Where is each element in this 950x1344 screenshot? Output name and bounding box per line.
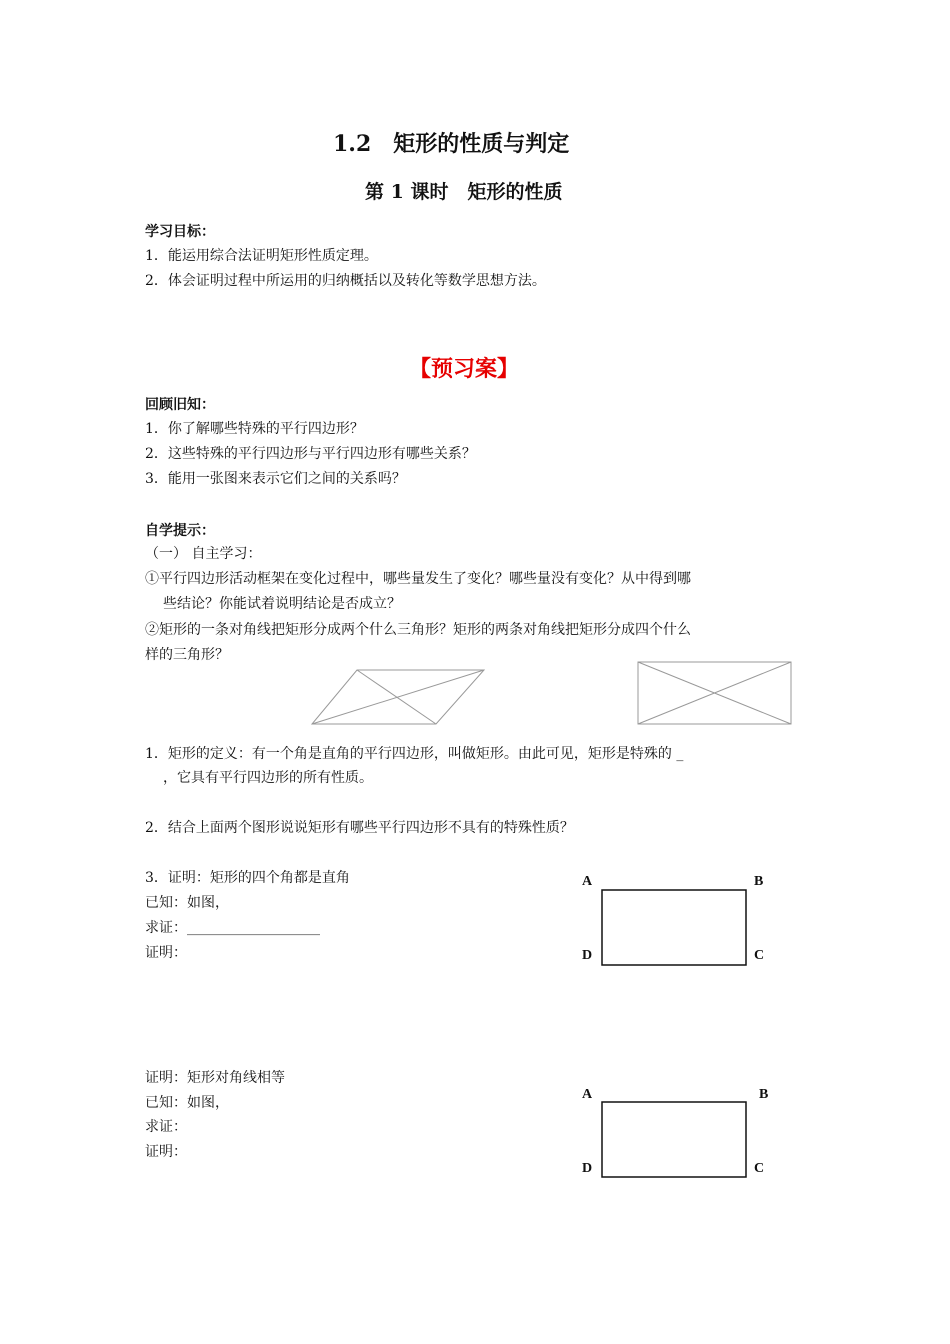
question-1-line-1: ①平行四边形活动框架在变化过程中，哪些量发生了变化？哪些量没有变化？从中得到哪 bbox=[145, 571, 691, 587]
review-item-3: 3．能用一张图来表示它们之间的关系吗？ bbox=[145, 471, 406, 487]
page-title: 1.2 矩形的性质与判定 bbox=[333, 131, 570, 157]
definition-line-1: 1．矩形的定义：有一个角是直角的平行四边形，叫做矩形。由此可见，矩形是特殊的 _ bbox=[145, 746, 684, 762]
proof-1-given: 已知：如图， bbox=[145, 895, 229, 911]
label-c: C bbox=[754, 948, 765, 963]
review-item-1: 1．你了解哪些特殊的平行四边形？ bbox=[145, 421, 364, 437]
label-a: A bbox=[582, 874, 593, 889]
goal-item-2: 2．体会证明过程中所运用的归纳概括以及转化等数学思想方法。 bbox=[145, 273, 546, 289]
proof-2-title: 证明：矩形对角线相等 bbox=[145, 1070, 285, 1086]
rectangle-diagonals-figure bbox=[637, 661, 793, 727]
review-heading: 回顾旧知： bbox=[145, 397, 215, 413]
label-d: D bbox=[582, 948, 593, 963]
question-1-line-2: 些结论？你能试着说明结论是否成立？ bbox=[163, 596, 401, 612]
preview-heading: 【预习案】 bbox=[409, 356, 520, 382]
self-study-sub: （一） 自主学习： bbox=[145, 546, 262, 562]
label-c-2: C bbox=[754, 1161, 765, 1176]
rectangle-figure-2 bbox=[601, 1101, 749, 1181]
rectangle-figure-1 bbox=[601, 889, 749, 969]
proof-2-prove: 求证： bbox=[145, 1119, 187, 1135]
page-subtitle: 第 1 课时 矩形的性质 bbox=[365, 181, 563, 203]
proof-1-proof: 证明： bbox=[145, 945, 187, 961]
label-b: B bbox=[754, 874, 764, 889]
review-item-2: 2．这些特殊的平行四边形与平行四边形有哪些关系？ bbox=[145, 446, 476, 462]
definition-line-2: ，它具有平行四边形的所有性质。 bbox=[163, 770, 373, 786]
proof-1-title: 3．证明：矩形的四个角都是直角 bbox=[145, 870, 350, 886]
label-a-2: A bbox=[582, 1087, 593, 1102]
goal-item-1: 1．能运用综合法证明矩形性质定理。 bbox=[145, 248, 378, 264]
question-special-properties: 2．结合上面两个图形说说矩形有哪些平行四边形不具有的特殊性质？ bbox=[145, 820, 574, 836]
question-2-line-2: 样的三角形？ bbox=[145, 647, 229, 663]
proof-2-proof: 证明： bbox=[145, 1144, 187, 1160]
self-study-heading: 自学提示： bbox=[145, 523, 215, 539]
proof-1-prove: 求证：___________________ bbox=[145, 920, 320, 936]
label-b-2: B bbox=[759, 1087, 769, 1102]
parallelogram-figure bbox=[310, 668, 486, 728]
question-2-line-1: ②矩形的一条对角线把矩形分成两个什么三角形？矩形的两条对角线把矩形分成四个什么 bbox=[145, 622, 691, 638]
label-d-2: D bbox=[582, 1161, 593, 1176]
proof-2-given: 已知：如图， bbox=[145, 1095, 229, 1111]
goals-heading: 学习目标： bbox=[145, 224, 215, 240]
